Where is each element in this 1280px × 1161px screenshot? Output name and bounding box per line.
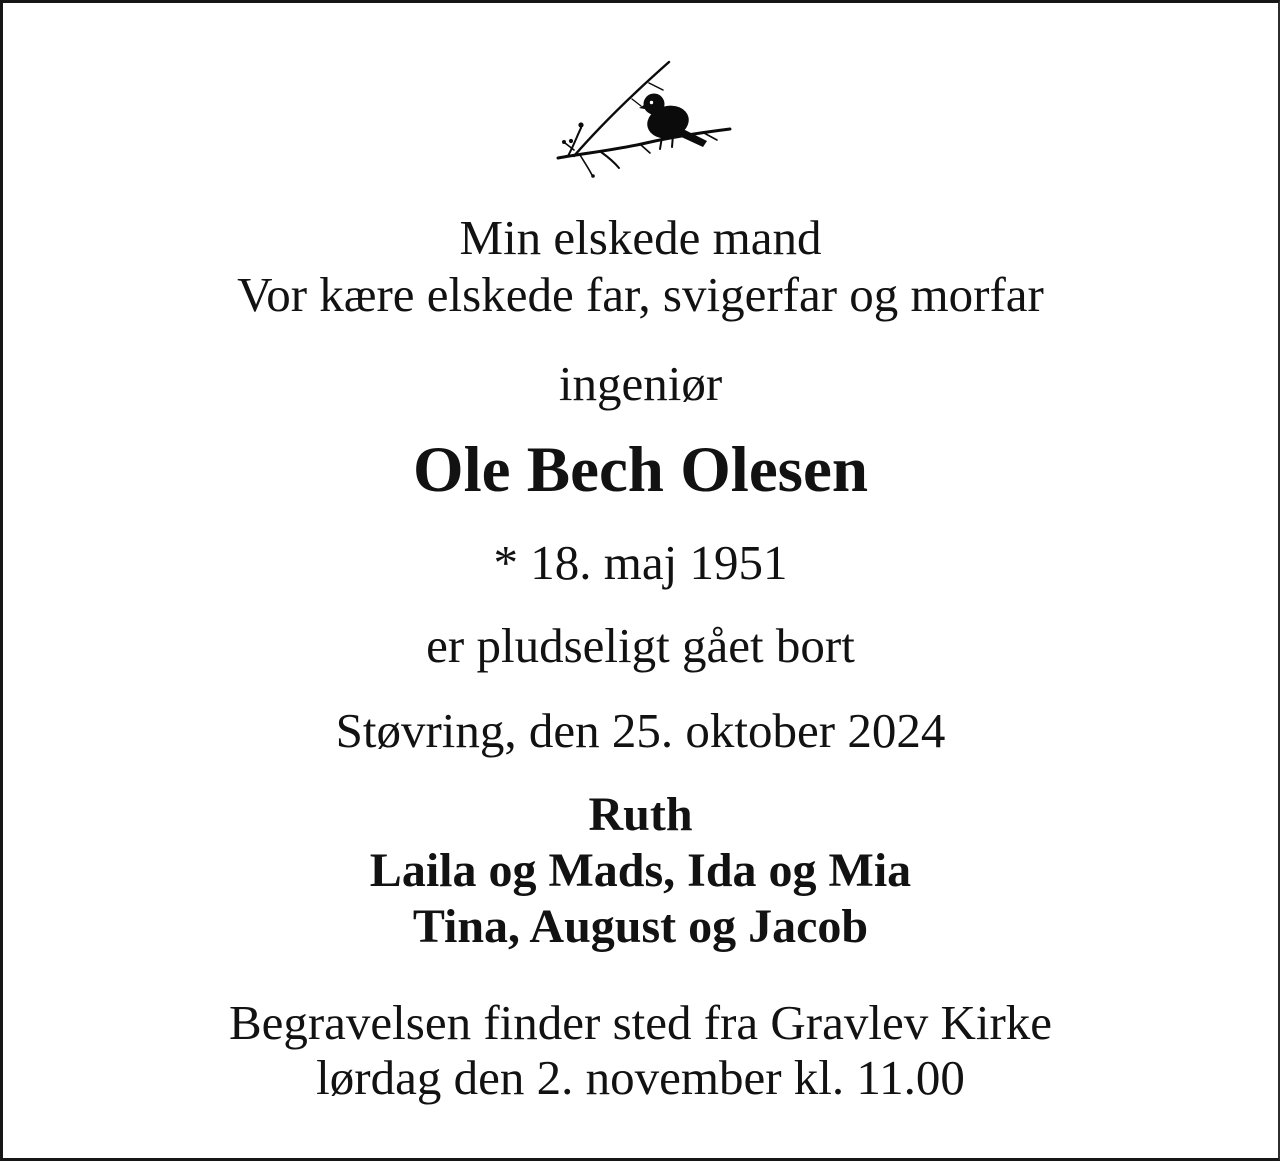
profession-line: ingeniør [558,356,723,411]
place-date-line: Støvring, den 25. oktober 2024 [335,703,946,758]
birth-date-line: * 18. maj 1951 [493,535,788,590]
funeral-line-1: Begravelsen finder sted fra Gravlev Kirke [228,995,1053,1050]
bird-on-branch-icon [546,55,736,185]
mourner-line-2: Laila og Mads, Ida og Mia [369,844,912,897]
funeral-info-block [3,995,1278,1105]
deceased-name: Ole Bech Olesen [413,434,868,506]
mourners-block [3,787,1278,955]
intro-line-1: Min elskede mand [459,210,822,265]
death-note-line: er pludseligt gået bort [426,618,855,673]
intro-line-2: Vor kære elskede far, svigerfar og morfar [237,267,1044,322]
funeral-line-2: lørdag den 2. november kl. 11.00 [316,1050,965,1105]
intro-block [3,209,1278,323]
mourner-line-1: Ruth [588,788,693,841]
mourner-line-3: Tina, August og Jacob [412,900,869,953]
